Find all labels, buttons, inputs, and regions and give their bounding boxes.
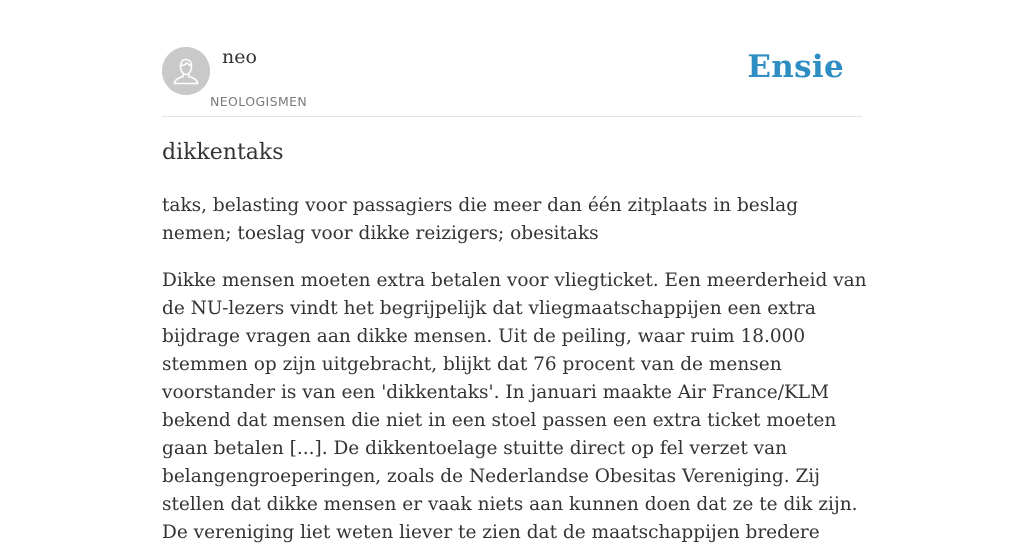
entry-definition: taks, belasting voor passagiers die meer dan één zitplaats in beslag nemen; toeslag voor dikke reizigers; obesitaks xyxy=(162,195,799,244)
ensie-logo[interactable]: Ensie xyxy=(747,49,844,85)
category-label[interactable]: NEOLOGISMEN xyxy=(210,94,308,109)
entry-title: dikkentaks xyxy=(162,140,284,165)
entry-header xyxy=(162,0,862,117)
author-link[interactable]: neo xyxy=(222,46,257,68)
user-avatar-icon[interactable] xyxy=(162,47,210,95)
page xyxy=(162,0,867,543)
entry-example: Dikke mensen moeten extra betalen voor vliegticket. Een meerderheid van de NU-lezers vindt het begrijpelijk dat vliegmaatschappijen een extra bijdrage vragen aan dikke mensen. Uit de peiling, waar ruim 18.000 stemmen op zijn uitgebracht, blijkt dat 76 procent van de mensen voorstander is van een 'dikkentaks'. In januari maakte Air France/KLM bekend dat mensen die niet in een stoel passen een extra ticket moeten gaan betalen [...]. De dikkentoelage stuitte direct op fel verzet van belangengroeperingen, zoals de Nederlandse Obesitas Vereniging. Zij stellen dat dikke mensen er vaak niets aan kunnen doen dat ze te dik zijn. De vereniging liet weten liever te zien dat de maatschappijen bredere xyxy=(162,270,867,543)
